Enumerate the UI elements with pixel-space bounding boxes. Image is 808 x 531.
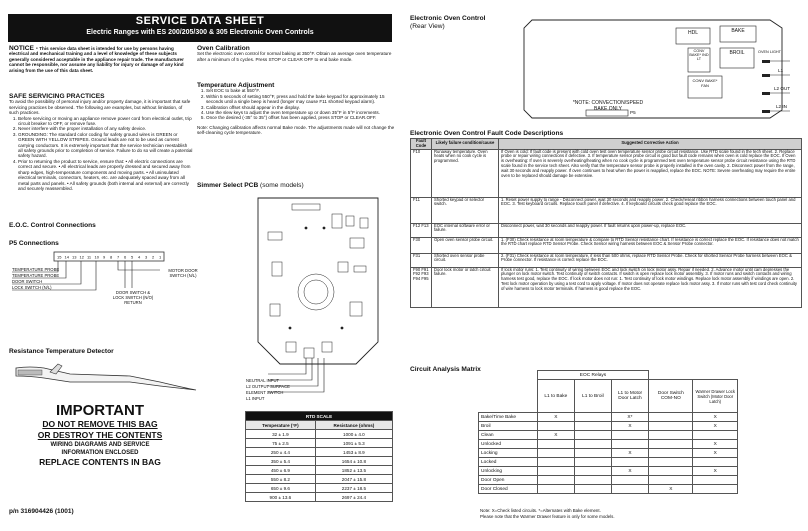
table-cell	[693, 476, 738, 485]
oven-calibration-text: Set the electronic oven control for normal baking at 350°F. Obtain an average oven temperature after a minimum of 5 cycles. Press STOP or CLEAR OFF to end bake mode.	[197, 51, 392, 62]
table-cell: X	[611, 422, 648, 431]
eoc-connections-title: E.O.C. Control Connections	[9, 222, 96, 229]
table-cell	[611, 431, 648, 440]
table-cell	[649, 422, 693, 431]
table-cell: X*	[611, 413, 648, 422]
table-cell	[574, 422, 611, 431]
table-row	[411, 149, 802, 197]
p5-motor-label: MOTOR DOOR SWITCH (N/L)	[168, 268, 198, 278]
table-cell: X	[611, 467, 648, 476]
table-cell	[537, 440, 574, 449]
table-cell	[574, 431, 611, 440]
table-row	[411, 237, 802, 253]
circuit-analysis-table	[478, 370, 738, 494]
simmer-pcb-heading	[197, 182, 304, 189]
important-line5: REPLACE CONTENTS IN BAG	[39, 457, 161, 467]
relay-conv-bake-ind: CONV BAKE* IND LT	[689, 49, 709, 61]
relay-bake: BAKE	[731, 28, 745, 34]
pcb-label: ELEMENT SWITCH	[246, 390, 284, 395]
cam-corner	[479, 371, 538, 380]
list-item: 1. Before servicing or moving an appliance remove power cord from electrical outlet, trip circuit breaker to OFF, or remove fuse.	[18, 116, 193, 127]
table-cell: 900 ± 13.6	[246, 493, 316, 502]
table-cell: F90 F91 F92 F93 F94 F95	[411, 267, 432, 307]
list-item: 1. Set EOC to bake at 550°F.	[206, 88, 395, 93]
relay-hdl: HDL	[687, 30, 698, 36]
table-cell: X	[693, 449, 738, 458]
fault-col-code: Fault Code	[411, 139, 432, 150]
table-cell	[574, 440, 611, 449]
table-cell: 1. (F30) Check resistance at room temperature & compare to RTD Sensor resistance chart. If resistance is correct replace the EOC. If resistance does not match the RTD chart replace RTD Sensor Probe. Check Sensor wiring harness between EOC & Sensor Probe connector.	[499, 237, 802, 253]
table-cell: 1852 ± 13.5	[315, 466, 392, 475]
table-cell	[693, 458, 738, 467]
p5-pin-6: 6	[124, 254, 127, 260]
table-cell	[649, 431, 693, 440]
table-row	[479, 449, 738, 458]
table-row	[411, 223, 802, 237]
table-cell	[574, 485, 611, 494]
notice-text: This service data sheet is intended for use by persons having electrical and mechanical training and a level of knowledge of these subjects generally considered acceptable in the appliance repair trade. The manufacturer cannot be responsible, nor assume any liability for injury or damage of any kind arising from the use of this data sheet.	[9, 46, 184, 73]
table-cell	[649, 476, 693, 485]
fault-table-wrap	[410, 138, 802, 308]
table-cell: X	[649, 485, 693, 494]
safe-servicing-title: SAFE SERVICING PRACTICES	[9, 93, 105, 100]
table-cell	[649, 467, 693, 476]
table-cell	[611, 458, 648, 467]
table-cell: Door Closed	[479, 485, 538, 494]
table-row	[411, 267, 802, 307]
table-cell: Unlocking	[479, 467, 538, 476]
list-item: 5. Once the desired (-35° to 35°) offset has been applied, press STOP or CLEAR.OFF.	[206, 115, 395, 120]
terminal-l1: L1	[778, 68, 784, 73]
pcb-label: L2 OUTPUT SURFACE	[246, 384, 290, 389]
simmer-pcb-svg	[246, 192, 390, 402]
table-cell	[611, 485, 648, 494]
rtd-probe-svg	[10, 360, 200, 400]
table-row	[246, 475, 393, 484]
table-cell: X	[611, 449, 648, 458]
simmer-pcb-suffix: (some models)	[260, 182, 304, 189]
eoc-rear-heading	[410, 15, 490, 31]
table-row	[246, 457, 393, 466]
table-row	[479, 485, 738, 494]
table-cell: F12 F13	[411, 223, 432, 237]
table-cell: Unlocked	[479, 440, 538, 449]
table-row	[479, 413, 738, 422]
table-cell: 650 ± 9.6	[246, 484, 316, 493]
eoc-rear-title: Electronic Oven Control	[410, 15, 486, 22]
p5-pin-1: 1	[159, 254, 162, 260]
p5-pin-15: 15	[57, 254, 62, 260]
cam-spacer	[649, 371, 738, 380]
table-cell: 1. Reset power supply to range - Disconnect power, wait 30 seconds and reapply power. 2. Check/reseat ribbon harness connections between touch panel and EOC. 3. Test keyboard circuits. Replace touch panel if defective. 4. If keyboard circuits check good replace the EOC.	[499, 197, 802, 223]
p5-pin-9: 9	[103, 254, 106, 260]
temperature-adjustment-title: Temperature Adjustment	[197, 82, 275, 89]
table-cell: Shorted keypad or selector switch.	[432, 197, 499, 223]
table-cell: F31	[411, 253, 432, 267]
eoc-rear-note: *NOTE: CONVECTION/SPEED BAKE ONLY	[572, 100, 644, 112]
page-title: SERVICE DATA SHEET	[135, 15, 265, 27]
table-cell: 2047 ± 15.8	[315, 475, 392, 484]
list-item: 4. Prior to returning the product to service, ensure that: • All electric connections are correct and secure. • All electrical leads are properly dressed and secured away from sharp edges, high-temperature components and moving parts. • All uninsulated electrical terminals, connectors, heaters, etc. are adequately spaced away from all metal parts and panels. • All safety grounds (both internal and external) are correctly and securely reassembled.	[18, 159, 193, 191]
p5-wire-label: LOCK SWITCH (N/L)	[12, 285, 52, 290]
cam-title: Circuit Analysis Matrix	[410, 366, 481, 373]
table-cell: 1453 ± 8.9	[315, 448, 392, 457]
table-cell: Bake/Time Bake	[479, 413, 538, 422]
table-cell: Locked	[479, 458, 538, 467]
important-line1: DO NOT REMOVE THIS BAG	[42, 419, 158, 429]
cam-blank-header	[479, 380, 538, 413]
table-row	[246, 466, 393, 475]
table-cell: 350 ± 5.4	[246, 457, 316, 466]
safe-servicing-intro: To avoid the possibility of personal injury and/or property damage, it is important that safe servicing practices be observed. The following are examples, but without limitation, of such practices.	[9, 99, 191, 116]
table-cell: X	[693, 440, 738, 449]
p5-pin-10: 10	[94, 254, 99, 260]
list-item: 2. Within 5 seconds of setting 550°F, press and hold the bake keypad for approximately 15 seconds until a single beep is heard (longer may cause F11 shorted keypad alarm).	[206, 94, 395, 105]
pcb-label: NEUTRAL INPUT	[246, 378, 280, 383]
rtd-scale-table-wrap	[245, 411, 393, 502]
p5-pin-12: 12	[79, 254, 84, 260]
table-cell: 550 ± 8.2	[246, 475, 316, 484]
table-cell	[693, 485, 738, 494]
table-cell	[537, 485, 574, 494]
eoc-rear-svg	[520, 14, 800, 124]
table-cell: X	[693, 467, 738, 476]
cam-col-header: L1 to Broil	[574, 380, 611, 413]
notice-label: NOTICE -	[9, 45, 38, 52]
fault-table-title: Electronic Oven Control Fault Code Descriptions	[410, 130, 564, 137]
table-cell: 75 ± 2.5	[246, 439, 316, 448]
relay-broil: BROIL	[729, 50, 745, 56]
temperature-adjustment-list	[197, 88, 395, 120]
fault-col-action: Suggested Corrective Action	[499, 139, 802, 150]
table-row	[246, 448, 393, 457]
list-item: 3. Calibration offset should appear in the display.	[206, 105, 395, 110]
simmer-pcb-diagram	[246, 192, 390, 402]
p5-pin-13: 13	[72, 254, 77, 260]
cam-col-header: L1 to Motor Door Latch	[611, 380, 648, 413]
eoc-rear-suffix: (Rear View)	[410, 23, 445, 30]
list-item: 4. Use the slew keys to adjust the oven temperature up or down 35°F in 5°F increments.	[206, 110, 395, 115]
table-cell: Disconnect power, wait 30 seconds and reapply power. If fault returns upon power-up, replace EOC.	[499, 223, 802, 237]
oven-calibration-section	[197, 46, 395, 62]
table-cell: F10	[411, 149, 432, 197]
p5-pin-5: 5	[131, 254, 134, 260]
safe-servicing-list	[9, 116, 193, 192]
table-cell: Open oven sensor probe circuit.	[432, 237, 499, 253]
important-notice	[8, 402, 192, 500]
table-cell	[693, 431, 738, 440]
table-cell: 1091 ± 5.3	[315, 439, 392, 448]
table-cell: X	[537, 413, 574, 422]
table-cell: X	[537, 431, 574, 440]
cam-col-header: L1 to Bake	[537, 380, 574, 413]
list-item: 3. GROUNDING: The standard color coding for safety ground wires is GREEN or GREEN WITH YELLOW STRIPES. Ground leads are not to be used as current carrying conductors. It is extremely important that the service technician reestablish all safety grounds prior to completion of service. Failure to do so will create a potential safety hazard.	[18, 132, 193, 159]
table-cell: Clean	[479, 431, 538, 440]
important-line2: OR DESTROY THE CONTENTS	[37, 430, 163, 440]
cam-notes	[480, 508, 615, 520]
page-subtitle: Electric Ranges with ES 200/205/300 & 305 Electronic Oven Controls	[86, 29, 314, 36]
header-banner	[8, 14, 392, 42]
table-cell: EOC internal software error or failure.	[432, 223, 499, 237]
p5-wire-label: TEMPERATURE PROBE	[12, 267, 60, 272]
table-cell	[574, 458, 611, 467]
rtd-scale-table	[245, 411, 393, 502]
table-cell: 1000 ± 4.0	[315, 430, 392, 439]
relay-conv-bake-fan: CONV BAKE* FAN	[692, 78, 718, 88]
p5-pin-4: 4	[138, 254, 141, 260]
table-row	[479, 476, 738, 485]
eoc-p5-label: P5	[630, 110, 636, 115]
temperature-adjustment-note: Note: Changing calibration affects normal Bake mode. The adjustments made will not change the self-cleaning cycle temperature.	[197, 124, 395, 136]
table-cell	[574, 413, 611, 422]
table-row	[246, 430, 393, 439]
important-title: IMPORTANT	[55, 402, 145, 419]
pcb-label: L1 INPUT	[246, 396, 265, 401]
cam-col-header: Door Switch COM-NO	[649, 380, 693, 413]
fault-col-cause: Likely failure condition/cause	[432, 139, 499, 150]
p5-wire-labels	[12, 267, 59, 291]
table-cell: 450 ± 6.9	[246, 466, 316, 475]
p5-pin-11: 11	[87, 254, 92, 260]
cam-group-header: EOC Relays	[537, 371, 648, 380]
table-cell: 2237 ± 18.5	[315, 484, 392, 493]
table-cell	[574, 476, 611, 485]
table-cell: X	[693, 422, 738, 431]
table-cell: If lock motor runs: 1. Test continuity of wiring between EOC and lock switch on lock motor assy. Repair if needed. 2. Advance motor until cam depresses the plunger on lock motor switch. Test continuity of switch contacts. If switch is open replace lock motor assembly. 3. If motor runs and switch contacts and wiring harness test good, replace the EOC. If lock motor does not run: 1. Test continuity of lock motor windings. Replace lock motor assembly if windings are open. 2. Test lock motor operation by using a test cord to apply voltage. If motor does not operate replace lock motor assy. 3. If motor runs with test cord check continuity of wire harness to lock motor terminals. If harness is good replace the EOC.	[499, 267, 802, 307]
cam-note-2: Please note that the Warmer Drawer feature is only for some models.	[480, 514, 615, 519]
table-cell: 2697 ± 24.4	[315, 493, 392, 502]
fault-code-table	[410, 138, 802, 308]
table-cell: Broil	[479, 422, 538, 431]
p5-door-label: DOOR SWITCH & LOCK SWITCH (N/O) RETURN	[112, 290, 154, 305]
cam-table-wrap	[478, 370, 738, 494]
table-cell: 1654 ± 10.8	[315, 457, 392, 466]
table-cell: If Oven is cold: If fault code is present with cold oven test oven temperature sensor probe circuit resistance. Use RTD scale found in the tech sheet. 2. Replace probe or repair wiring connections if defective. 3. If temperature sensor probe circuit is good but fault code remains when oven is cold replace the EOC. If Oven is overheating: If oven is severely overheating/heating when no cook cycle is programmed test oven temperature sensor probe circuit resistance using the RTD scale found in the service tech sheet. Also verify that the temperature sensor probe is properly installed in the oven cavity. 2. Disconnect power from the range, wait 30 seconds and reapply power. If oven continues to heat when the power is reapplied, replace the EOC. NOTE: Severe overheating may require the entire oven to be replaced should damage be extensive.	[499, 149, 802, 197]
table-row	[411, 197, 802, 223]
p5-wire-label: DOOR SWITCH	[12, 279, 43, 284]
table-cell	[537, 476, 574, 485]
cam-col-header: Warmer Drawer Lock Switch (Motor Door Latch)	[693, 380, 738, 413]
table-cell: Runaway temperature. Oven heats when no cook cycle is programmed.	[432, 149, 499, 197]
table-cell	[574, 467, 611, 476]
p5-pin-7: 7	[117, 254, 120, 260]
eoc-rear-diagram	[520, 14, 800, 124]
p5-connector-diagram	[10, 250, 200, 320]
p5-pin-3: 3	[145, 254, 148, 260]
p5-pin-8: 8	[110, 254, 113, 260]
table-row	[479, 422, 738, 431]
table-row	[479, 431, 738, 440]
rtd-col-temp: Temperature (°F)	[246, 421, 316, 430]
pcb-labels	[246, 378, 290, 402]
table-cell	[537, 467, 574, 476]
table-cell	[537, 458, 574, 467]
p5-connections-title: P5 Connections	[9, 240, 59, 247]
important-line3: WIRING DIAGRAMS AND SERVICE	[50, 442, 150, 448]
p5-pin-14: 14	[64, 254, 69, 260]
table-cell	[649, 440, 693, 449]
simmer-pcb-title: Simmer Select PCB	[197, 182, 259, 189]
p5-pin-2: 2	[152, 254, 155, 260]
rtd-probe-drawing	[10, 360, 200, 400]
table-row	[479, 467, 738, 476]
table-cell	[649, 413, 693, 422]
safe-servicing-section	[9, 94, 193, 191]
table-row	[411, 253, 802, 267]
table-cell: F30	[411, 237, 432, 253]
table-cell: Locking	[479, 449, 538, 458]
table-cell: 32 ± 1.9	[246, 430, 316, 439]
table-cell: 250 ± 4.4	[246, 448, 316, 457]
temperature-adjustment-section	[197, 83, 395, 136]
table-row	[246, 493, 393, 502]
table-cell: F11	[411, 197, 432, 223]
cam-note-1: Note: X=Check listed circuits. *=Alternates with Bake element.	[480, 508, 601, 513]
table-row	[479, 458, 738, 467]
table-cell	[611, 476, 648, 485]
table-cell: 2. (F31) Check resistance at room temperature, if less than 500 ohms, replace RTD Sensor Probe. Check for shorted Sensor Probe harness between EOC & Probe connector. If resistance is correct replace the EOC.	[499, 253, 802, 267]
table-row	[246, 484, 393, 493]
table-cell	[574, 449, 611, 458]
table-cell: Door Open	[479, 476, 538, 485]
table-cell	[649, 449, 693, 458]
table-cell	[537, 449, 574, 458]
terminal-oven-light: OVEN LIGHT	[758, 50, 781, 54]
table-row	[246, 439, 393, 448]
table-cell	[611, 440, 648, 449]
oven-calibration-title: Oven Calibration	[197, 45, 250, 52]
p5-wire-label: TEMPERATURE PROBE	[12, 273, 60, 278]
list-item: 2. Never interfere with the proper installation of any safety device.	[18, 126, 193, 131]
terminal-l2-in: L2 IN	[776, 104, 787, 109]
table-cell: X	[693, 413, 738, 422]
table-cell: Door lock motor or latch circuit failure.	[432, 267, 499, 307]
terminal-l2-out: L2 OUT	[774, 86, 791, 91]
important-line4: INFORMATION ENCLOSED	[61, 450, 139, 456]
table-cell	[649, 458, 693, 467]
notice-section	[9, 46, 193, 73]
table-cell	[537, 422, 574, 431]
rtd-scale-title: RTD SCALE	[246, 412, 393, 421]
part-number: p/n 316904426 (1001)	[9, 508, 74, 515]
rtd-col-resistance: Resistance (ohms)	[315, 421, 392, 430]
table-cell: Shorted oven sensor probe circuit.	[432, 253, 499, 267]
rtd-detector-title: Resistance Temperature Detector	[9, 348, 114, 355]
table-row	[479, 440, 738, 449]
